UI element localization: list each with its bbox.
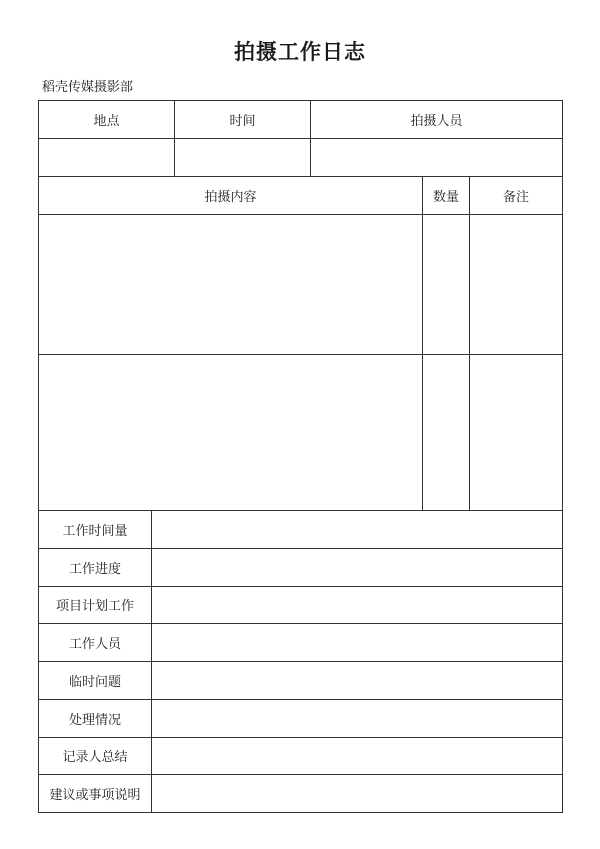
notes-cell[interactable] <box>470 355 563 511</box>
table-row <box>39 662 563 700</box>
info-value-cell[interactable] <box>152 662 563 700</box>
header-table <box>38 100 563 177</box>
info-value-cell[interactable] <box>152 624 563 662</box>
table-row <box>39 624 563 662</box>
table-row <box>39 511 563 549</box>
info-table <box>38 510 563 813</box>
table-row <box>39 737 563 775</box>
staff-cell[interactable] <box>311 139 563 177</box>
quantity-cell[interactable] <box>423 355 470 511</box>
info-value-cell[interactable] <box>152 699 563 737</box>
location-cell[interactable] <box>39 139 175 177</box>
quantity-header: 数量 <box>423 177 470 215</box>
time-header: 时间 <box>175 101 311 139</box>
table-row <box>39 355 563 511</box>
info-label: 工作人员 <box>39 624 152 662</box>
table-row <box>39 101 563 139</box>
department-name: 稻壳传媒摄影部 <box>42 80 134 95</box>
table-row <box>39 215 563 355</box>
table-row <box>39 548 563 586</box>
info-value-cell[interactable] <box>152 548 563 586</box>
content-cell[interactable] <box>39 355 423 511</box>
notes-cell[interactable] <box>470 215 563 355</box>
content-cell[interactable] <box>39 215 423 355</box>
table-row <box>39 139 563 177</box>
page-title: 拍摄工作日志 <box>234 39 366 64</box>
info-label: 记录人总结 <box>39 737 152 775</box>
content-header: 拍摄内容 <box>39 177 423 215</box>
info-label: 工作进度 <box>39 548 152 586</box>
time-cell[interactable] <box>175 139 311 177</box>
notes-header: 备注 <box>470 177 563 215</box>
info-label: 项目计划工作 <box>39 586 152 624</box>
info-label: 工作时间量 <box>39 511 152 549</box>
info-value-cell[interactable] <box>152 511 563 549</box>
content-table <box>38 176 563 511</box>
table-row <box>39 699 563 737</box>
table-row <box>39 775 563 813</box>
quantity-cell[interactable] <box>423 215 470 355</box>
info-label: 处理情况 <box>39 699 152 737</box>
info-label: 建议或事项说明 <box>39 775 152 813</box>
info-value-cell[interactable] <box>152 586 563 624</box>
table-row <box>39 177 563 215</box>
info-value-cell[interactable] <box>152 737 563 775</box>
table-row <box>39 586 563 624</box>
info-label: 临时问题 <box>39 662 152 700</box>
info-value-cell[interactable] <box>152 775 563 813</box>
staff-header: 拍摄人员 <box>311 101 563 139</box>
location-header: 地点 <box>39 101 175 139</box>
